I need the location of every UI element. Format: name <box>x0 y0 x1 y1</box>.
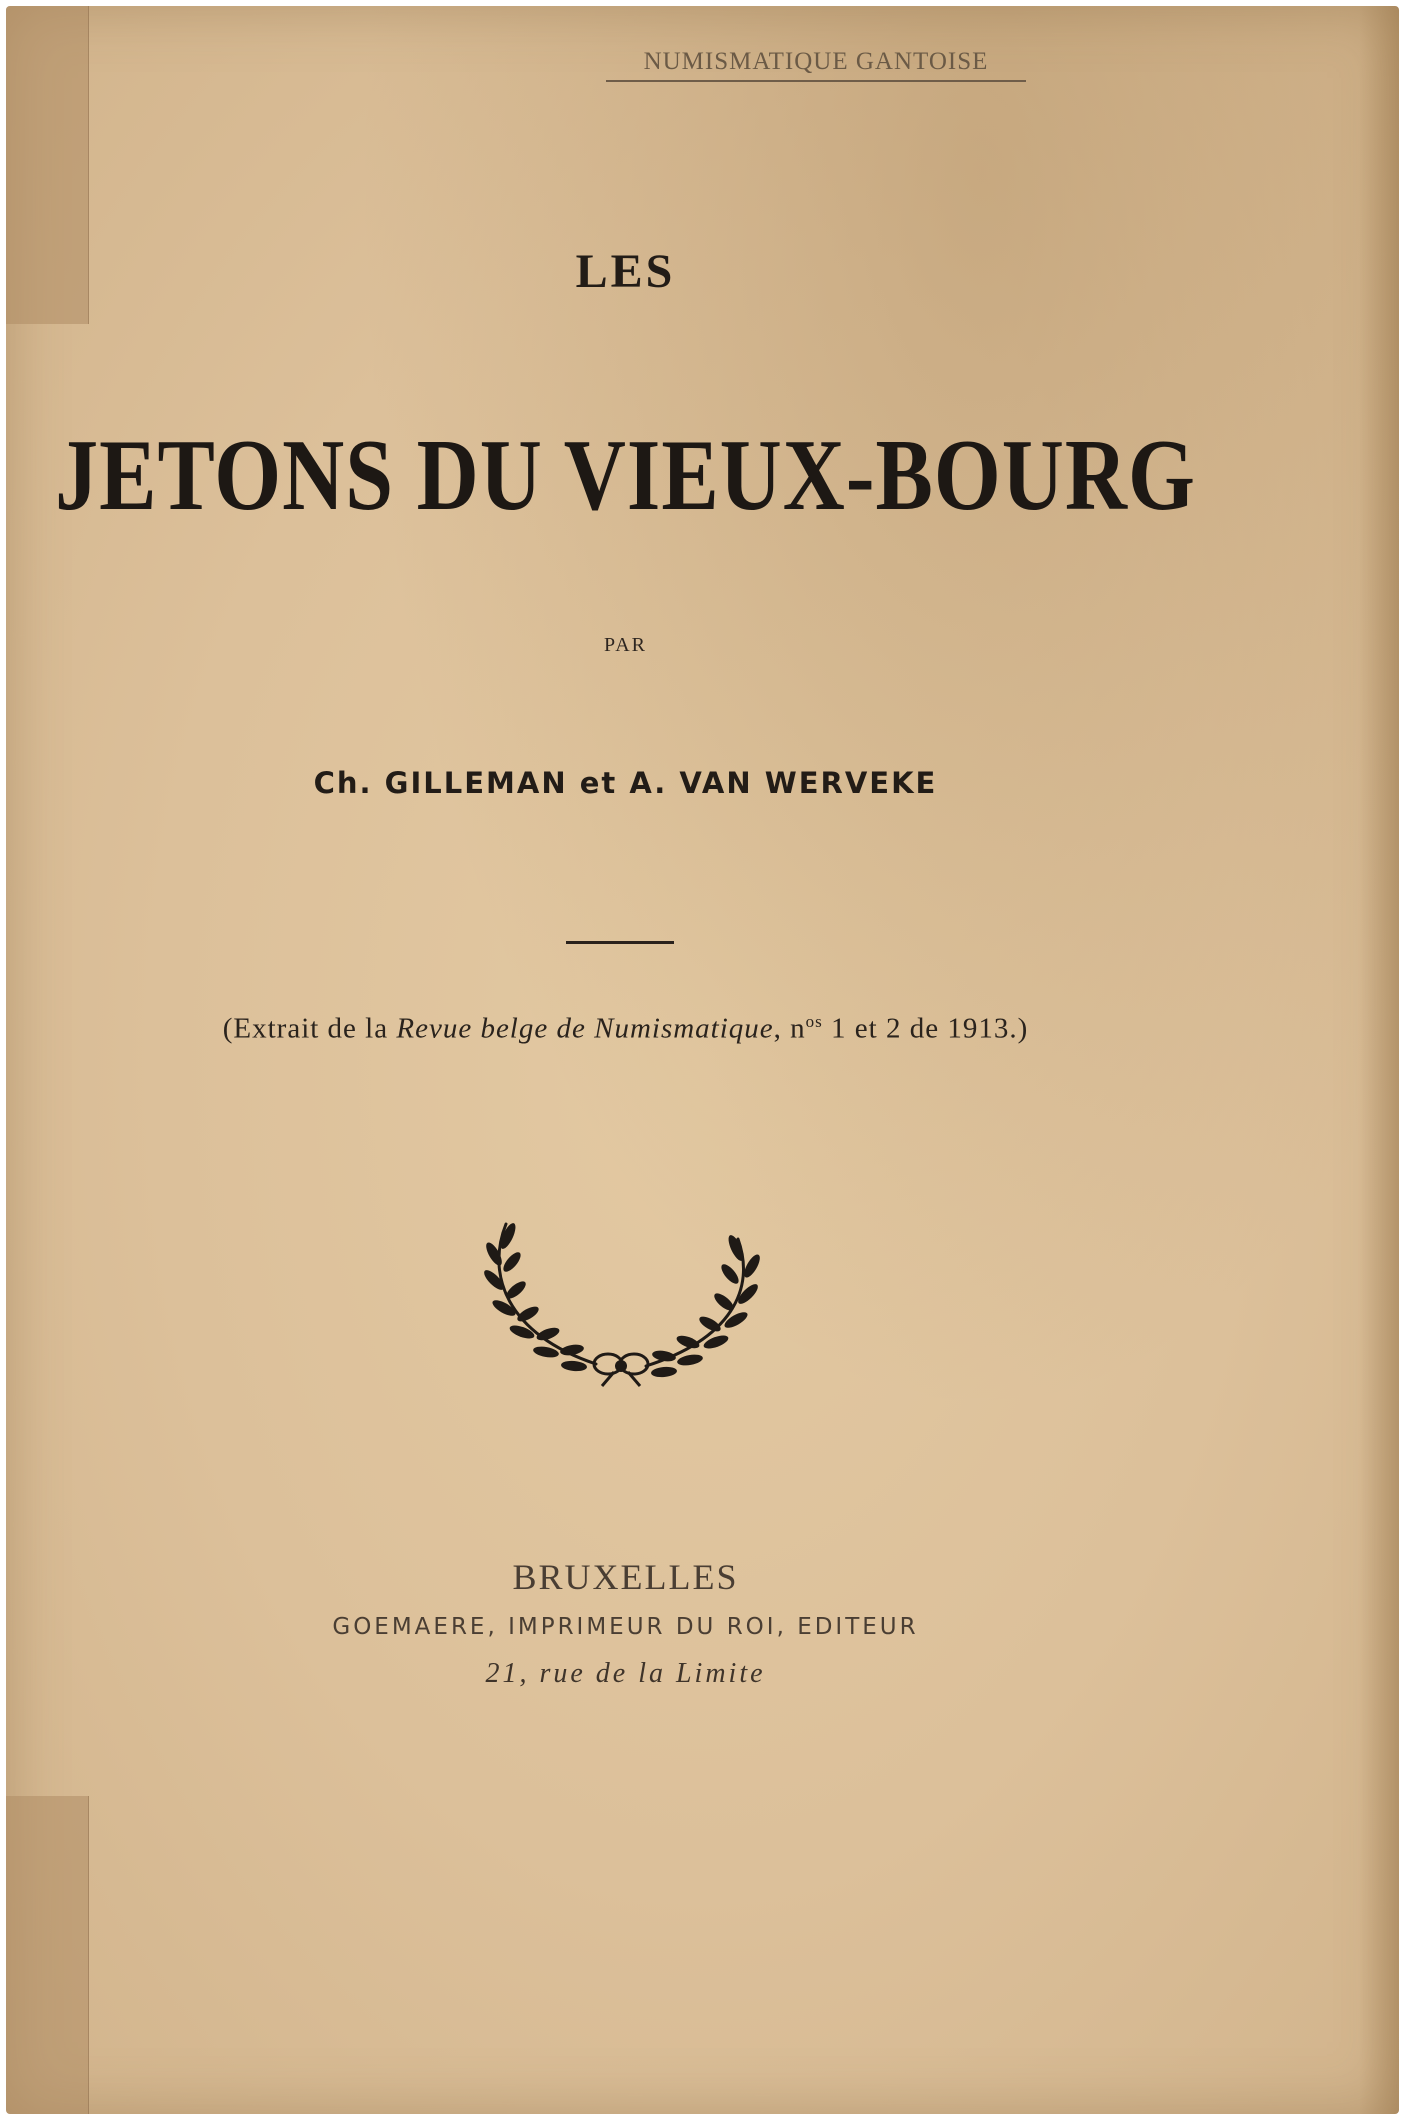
by-label: PAR <box>603 634 648 656</box>
extract-prefix: (Extrait de la <box>222 1012 397 1045</box>
series-title: NUMISMATIQUE GANTOISE <box>606 48 1026 82</box>
laurel-wreath-icon <box>476 1214 766 1389</box>
authors: Ch. GILLEMAN et A. VAN WERVEKE <box>313 766 938 800</box>
publisher: GOEMAERE, IMPRIMEUR DU ROI, EDITEUR <box>332 1614 919 1640</box>
main-title: JETONS DU VIEUX-BOURG <box>55 418 1196 532</box>
extract-note <box>6 1012 1245 1046</box>
address: 21, rue de la Limite <box>485 1658 766 1689</box>
extract-sup: os <box>805 1012 823 1031</box>
page-edge-shadow <box>1359 6 1399 2114</box>
city: BRUXELLES <box>512 1557 739 1597</box>
tape-strip-bottom <box>6 1796 89 2114</box>
book-cover <box>6 6 1399 2114</box>
extract-suffix: 1 et 2 de 1913.) <box>822 1012 1029 1045</box>
extract-mid: , n <box>773 1012 806 1045</box>
title-article: LES <box>575 245 676 298</box>
journal-name: Revue belge de Numismatique <box>396 1012 774 1045</box>
divider-rule <box>566 941 674 944</box>
